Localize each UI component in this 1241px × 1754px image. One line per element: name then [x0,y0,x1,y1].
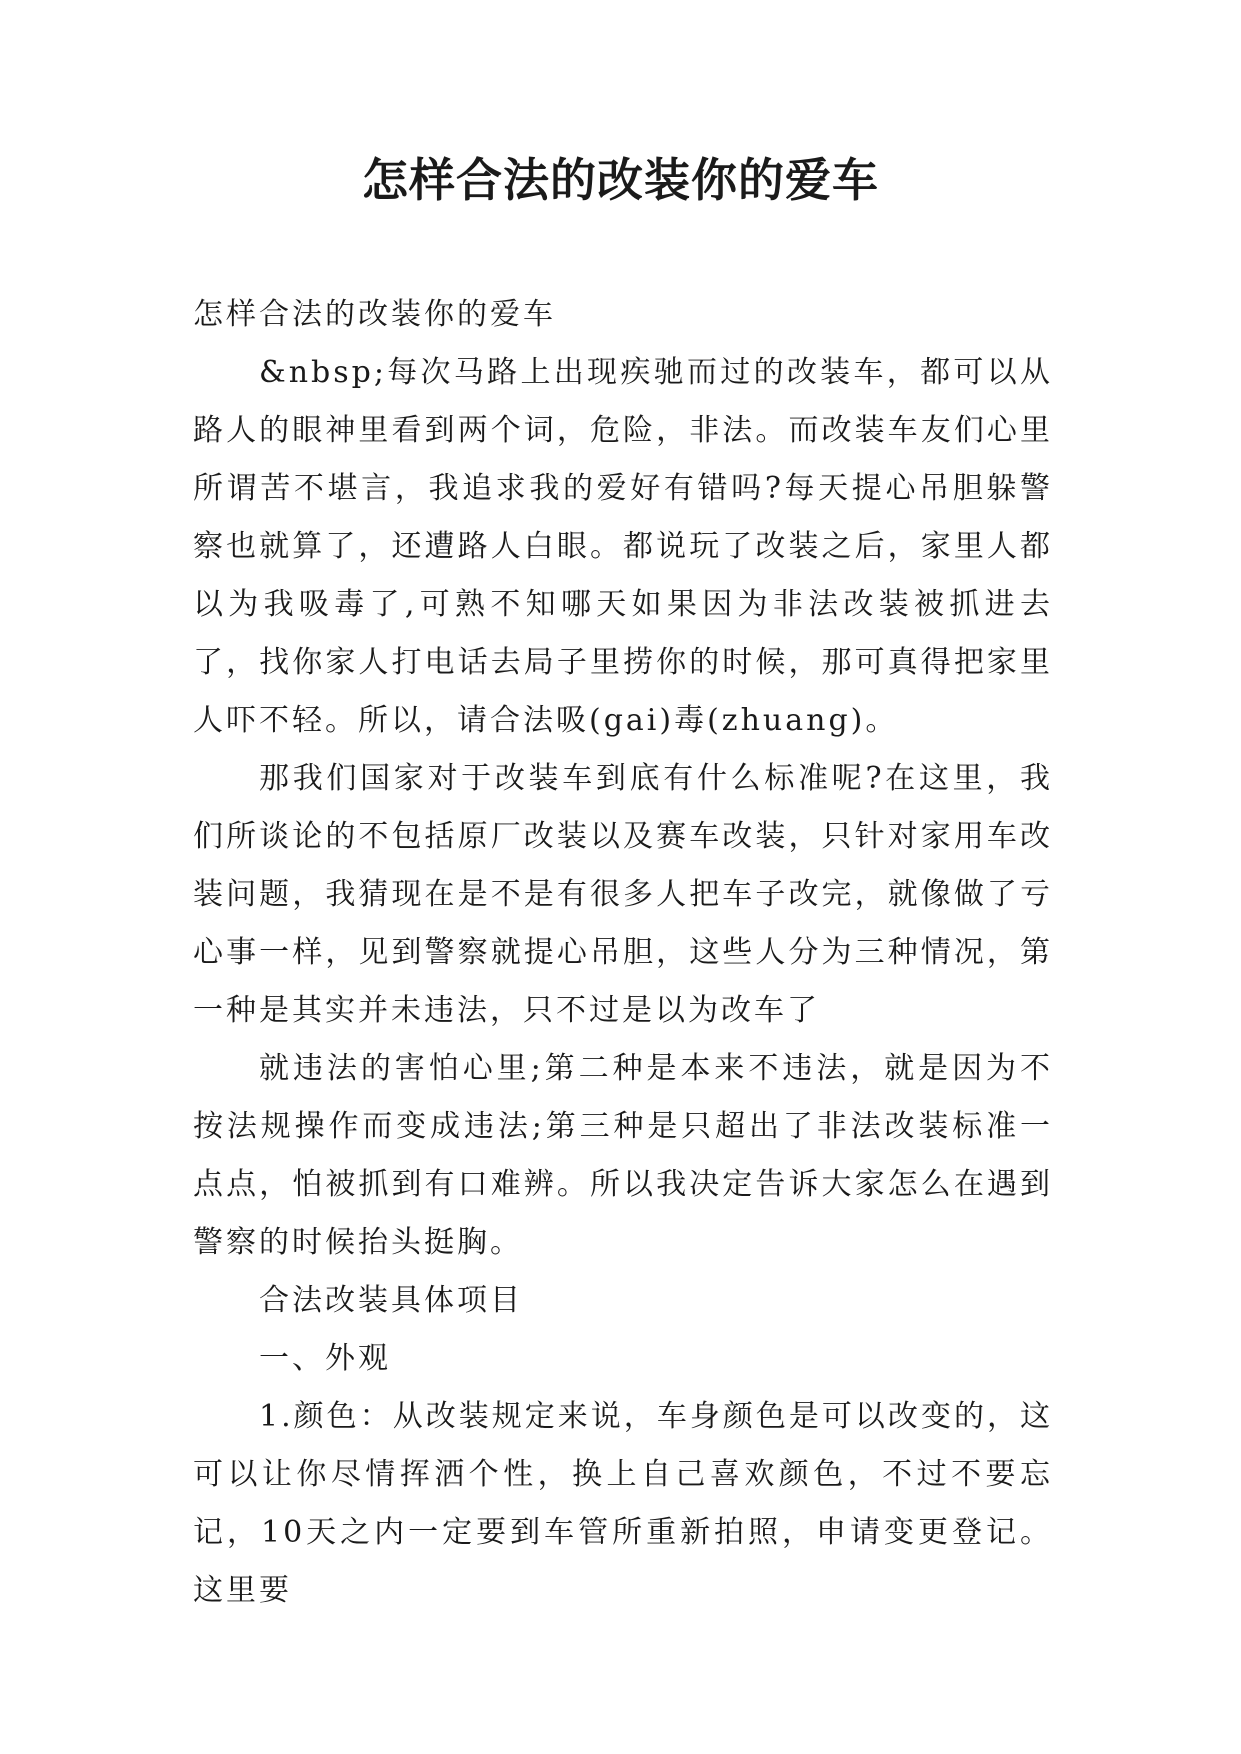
paragraph: 那我们国家对于改装车到底有什么标准呢?在这里，我们所谈论的不包括原厂改装以及赛车改装，只针对家用车改装问题，我猜现在是不是有很多人把车子改完，就像做了亏心事一样，见到警察就提心吊胆，这些人分为三种情况，第一种是其实并未违法，只不过是以为改车了 [193,761,1053,1028]
document-body [193,286,1053,1620]
paragraph: 1.颜色：从改装规定来说，车身颜色是可以改变的，这可以让你尽情挥洒个性，换上自己喜欢颜色，不过不要忘记，10天之内一定要到车管所重新拍照，申请变更登记。这里要 [193,1399,1053,1608]
paragraph: 合法改装具体项目 [259,1283,523,1318]
document-title: 怎样合法的改装你的爱车 [362,153,879,207]
paragraph: 一、外观 [259,1341,391,1376]
paragraph: 就违法的害怕心里;第二种是本来不违法，就是因为不按法规操作而变成违法;第三种是只超出了非法改装标准一点点，怕被抓到有口难辨。所以我决定告诉大家怎么在遇到警察的时候抬头挺胸。 [193,1051,1053,1260]
paragraph: &nbsp;每次马路上出现疾驰而过的改装车，都可以从路人的眼神里看到两个词，危险，非法。而改装车友们心里所谓苦不堪言，我追求我的爱好有错吗?每天提心吊胆躲警察也就算了，还遭路人白眼。都说玩了改装之后，家里人都以为我吸毒了,可熟不知哪天如果因为非法改装被抓进去了，找你家人打电话去局子里捞你的时候，那可真得把家里人吓不轻。所以，请合法吸(gai)毒(zhuang)。 [193,355,1053,738]
paragraph: 怎样合法的改装你的爱车 [193,297,556,332]
